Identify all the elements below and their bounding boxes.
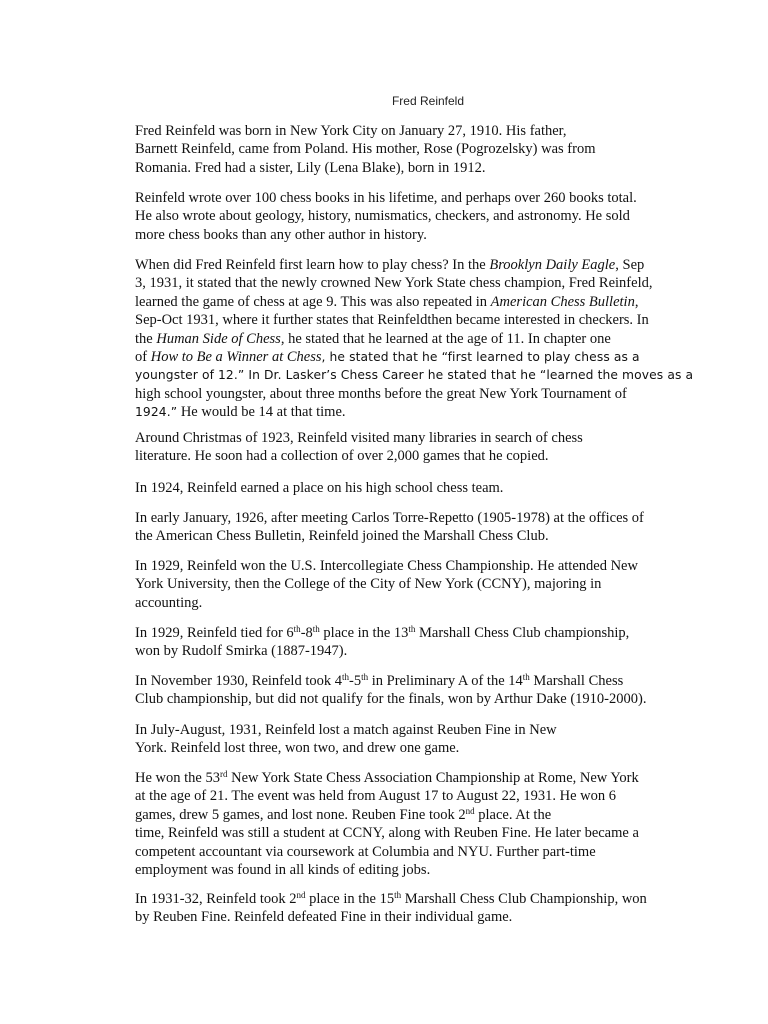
publication-title: American Chess Bulletin (490, 293, 635, 310)
paragraph-school-team: In 1924, Reinfeld earned a place on his high school chess team. (135, 480, 504, 496)
paragraph-books: Reinfeld wrote over 100 chess books in his lifetime, and perhaps over 260 books total. He also wrote about geology, history, numismatics, checkers, and astronomy. He sold more chess books than any other author in history. (135, 190, 637, 243)
paragraph-birth: Fred Reinfeld was born in New York City on January 27, 1910. His father, Barnett Reinfeld, came from Poland. His mother, Rose (Pogrozelsky) was from Romania. Fred had a sister, Lily (Lena Blake), born in 1912. (135, 123, 596, 176)
book-title: Human Side of Chess (156, 330, 281, 347)
book-title: How to Be a Winner at Chess (150, 349, 322, 366)
paragraph-christmas-1923: Around Christmas of 1923, Reinfeld visited many libraries in search of chess literature. He soon had a collection of over 2,000 games that he copied. (135, 430, 583, 465)
paragraph-1931-marshall: In 1931-32, Reinfeld took 2nd place in the 15th Marshall Chess Club Championship, won by Reuben Fine. Reinfeld defeated Fine in their individual game. (135, 890, 647, 926)
paragraph-1929-marshall: In 1929, Reinfeld tied for 6th-8th place in the 13th Marshall Chess Club championship, won by Rudolf Smirka (1887-1947). (135, 624, 630, 660)
publication-title: Brooklyn Daily Eagle (489, 257, 616, 273)
paragraph-state-championship: He won the 53rd New York State Chess Association Championship at Rome, New York at the age of 21. The event was held from August 17 to August 22, 1931. He won 6 games, drew 5 games, and lost none. Reuben Fine took 2nd place. At the time, Reinfeld was still a student at CCNY, along with Reuben Fine. He later became a competent accountant via coursework at Columbia and NYU. Further part-time employment was found in all kinds of editing jobs. (135, 769, 639, 879)
paragraph-learning-chess: When did Fred Reinfeld first learn how to play chess? In the Brooklyn Daily Eagle, Sep 3, 1931, it stated that the newly crowned New York State chess champion, Fred Reinfeld, learned the game of chess at age 9. This was also repeated in American Chess Bulletin, Sep-Oct 1931, where it further states that Reinfeldthen became interested in checkers. In the Human Side of Chess, he stated that he learned at the age of 11. In chapter one of How to Be a Winner at Chess, he stated that he “first learned to play chess as a youngster of 12.” In Dr. Lasker’s Chess Career he stated that he “learned the moves as a high school youngster, about three months before the great New York Tournament of 1924.” He would be 14 at that time. (135, 257, 694, 421)
paragraph-marshall-club: In early January, 1926, after meeting Carlos Torre-Repetto (1905-1978) at the offices of the American Chess Bulletin, Reinfeld joined the Marshall Chess Club. (135, 510, 644, 545)
paragraph-intercollegiate: In 1929, Reinfeld won the U.S. Intercollegiate Chess Championship. He attended New York University, then the College of the City of New York (CCNY), majoring in accounting. (135, 558, 638, 611)
paragraph-1930-preliminary: In November 1930, Reinfeld took 4th-5th in Preliminary A of the 14th Marshall Chess Club championship, but did not qualify for the finals, won by Arthur Dake (1910-2000). (135, 672, 647, 708)
paragraph-fine-match: In July-August, 1931, Reinfeld lost a match against Reuben Fine in New York. Reinfeld lost three, won two, and drew one game. (135, 722, 557, 757)
page-title: Fred Reinfeld (391, 94, 465, 108)
